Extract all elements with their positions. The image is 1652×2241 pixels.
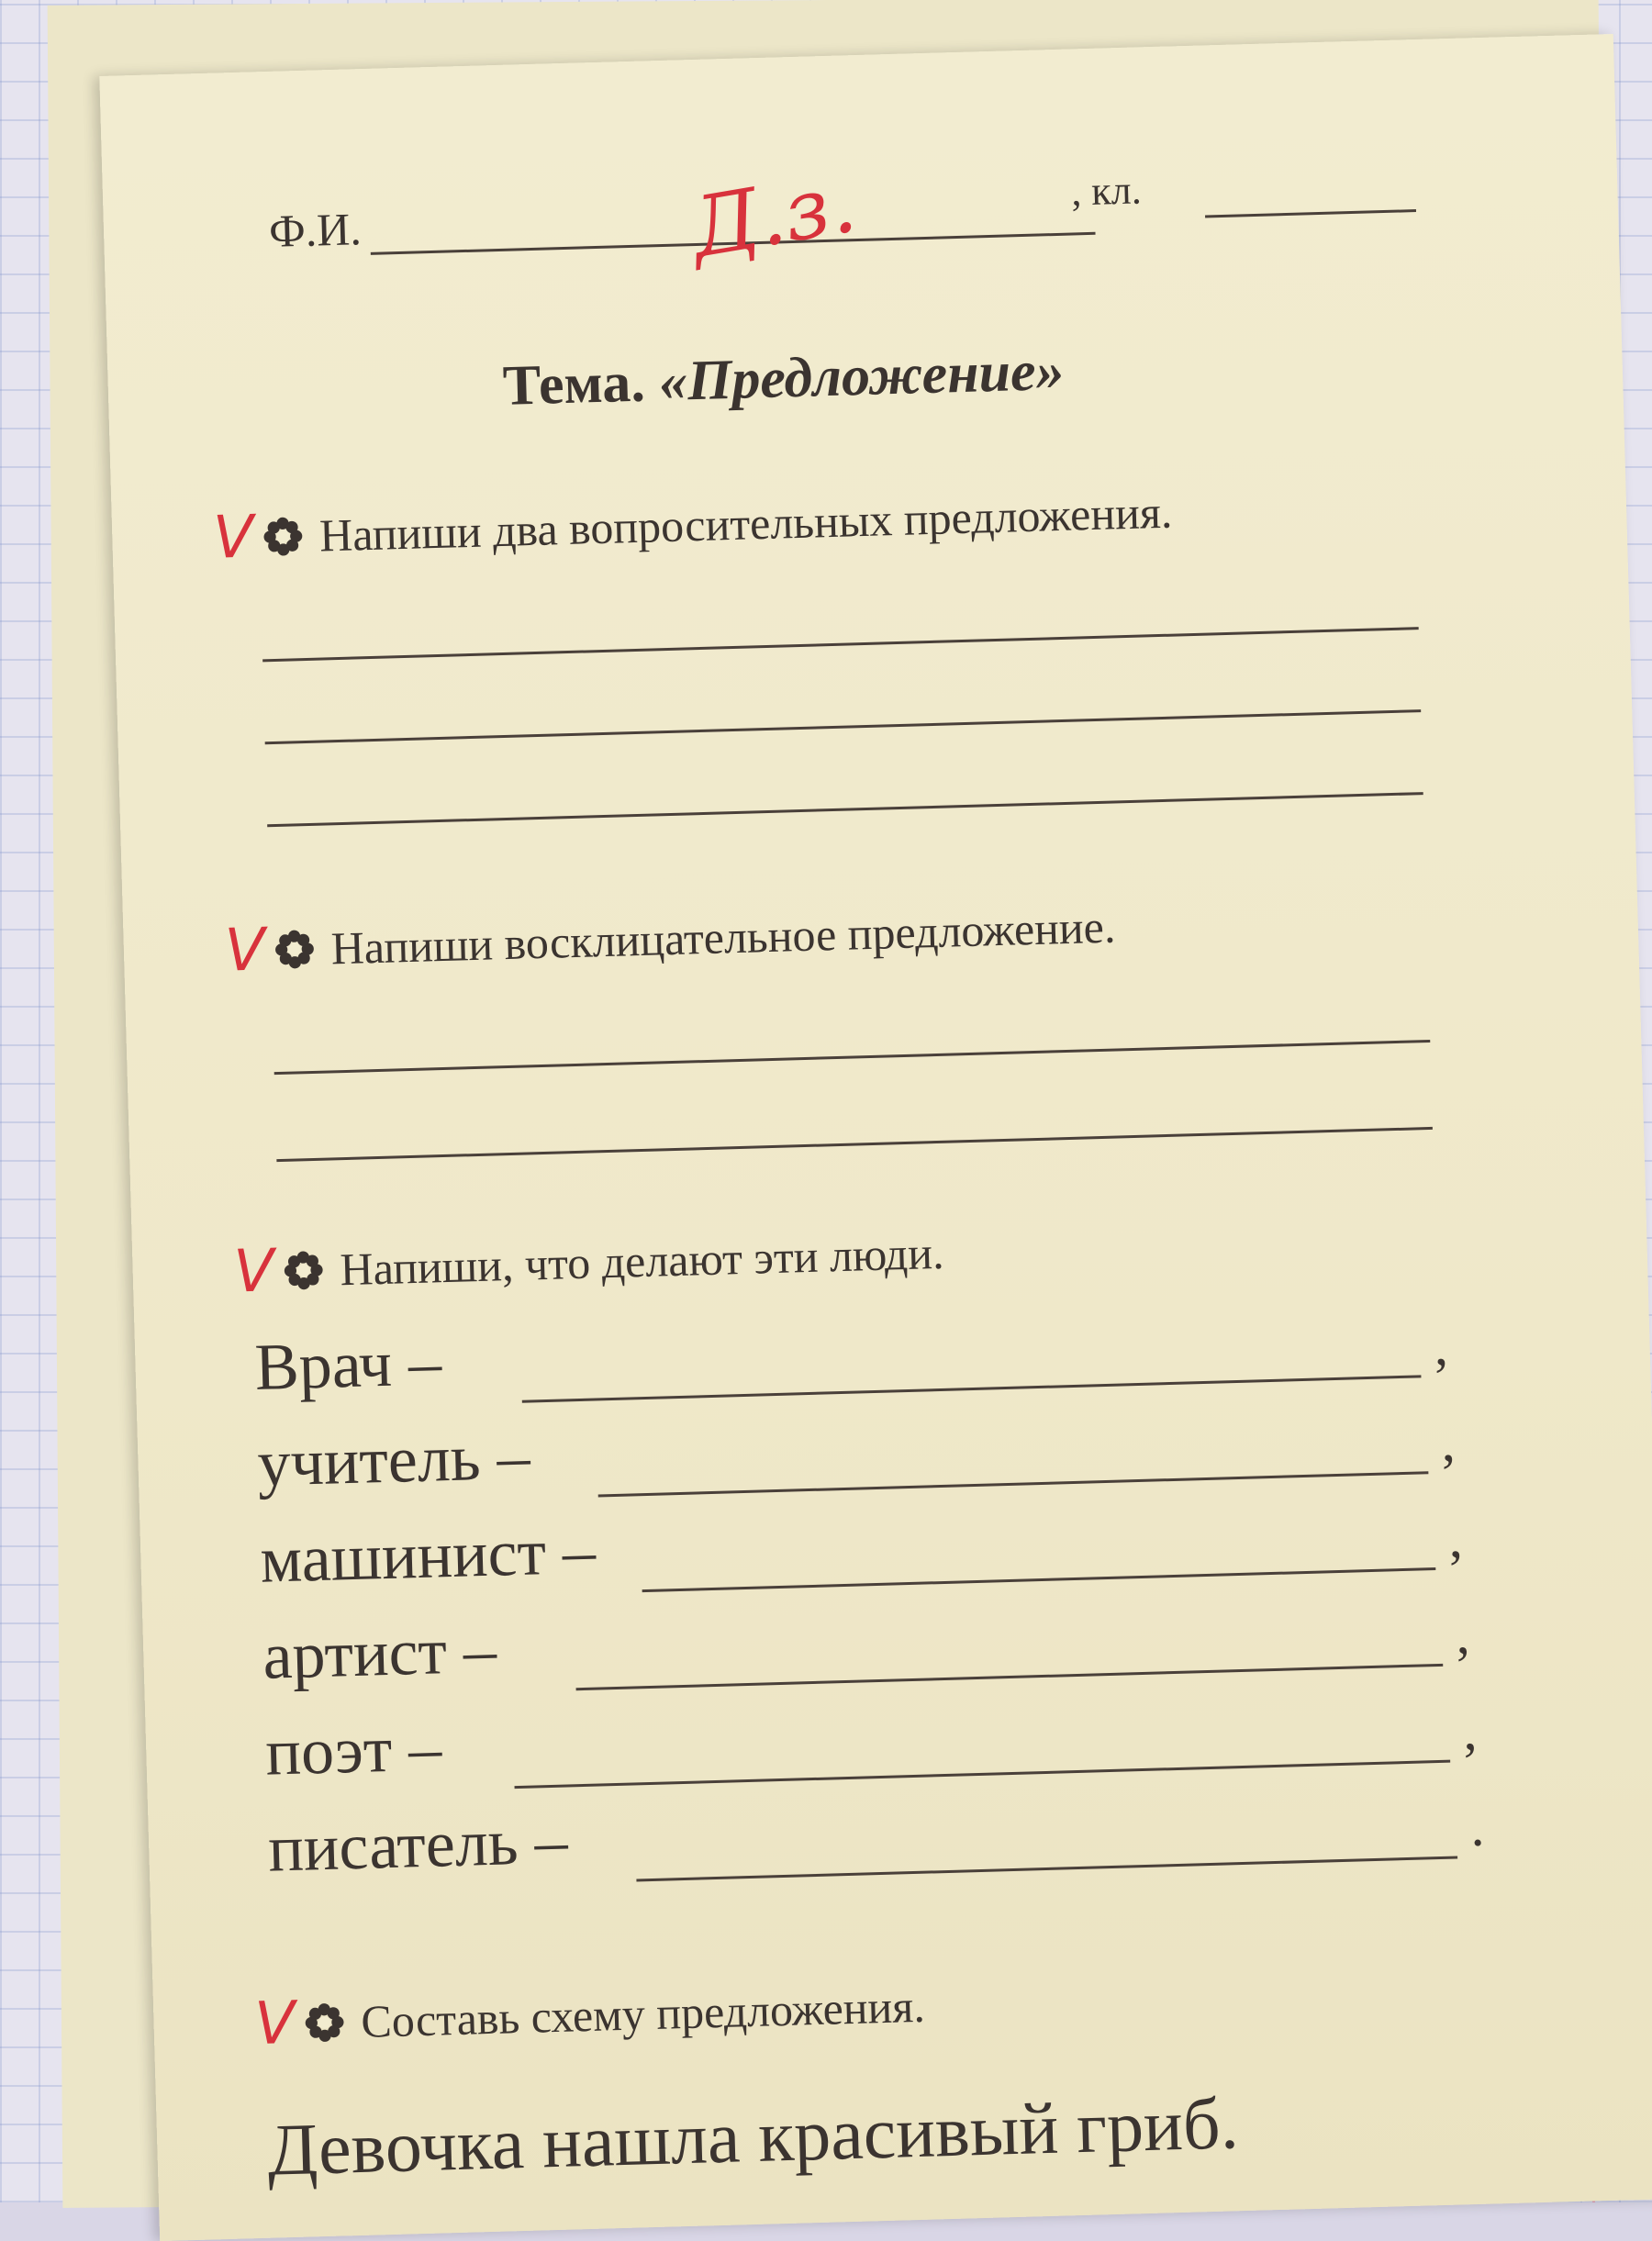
row-end-punctuation: , [1447,1508,1464,1569]
task-1 [212,478,1173,573]
person-label: Врач – [253,1325,443,1404]
person-answer-line[interactable] [515,1760,1451,1789]
person-answer-line[interactable] [636,1856,1457,1881]
person-label: писатель – [267,1803,569,1886]
task-2-text: Напиши восклицательное предложение. [329,900,1117,975]
task-4 [254,1972,926,2058]
task-3-text: Напиши, что делают эти люди. [339,1226,945,1296]
row-end-punctuation: , [1462,1700,1479,1762]
person-label: артист – [262,1612,497,1693]
topic-title: «Предложение» [658,339,1066,414]
task-1-text: Напиши два вопросительных предложения. [318,485,1173,562]
person-answer-line[interactable] [598,1471,1429,1497]
task-4-text: Составь схему предложения. [360,1979,926,2047]
row-end-punctuation: , [1440,1411,1457,1473]
name-label: Ф.И. [268,203,363,257]
class-label: , кл. [1070,167,1143,215]
answer-line[interactable] [267,792,1423,827]
answer-line[interactable] [276,1127,1433,1162]
row-end-punctuation: , [1433,1315,1449,1377]
flower-icon [273,929,315,970]
answer-line[interactable] [262,627,1419,662]
flower-icon [304,2001,345,2043]
class-field-line[interactable] [1205,209,1416,217]
worksheet [99,34,1652,2241]
answer-line[interactable] [274,1040,1431,1075]
row-end-punctuation: , [1455,1604,1471,1666]
flower-icon [283,1250,324,1291]
person-label: учитель – [256,1419,531,1500]
example-sentence: Девочка нашла красивый гриб. [266,2083,1240,2191]
task-2 [224,893,1116,986]
topic-prefix: Тема. [501,351,646,418]
person-answer-line[interactable] [642,1567,1436,1592]
checkmark-icon: V [253,1989,296,2059]
row-end-punctuation: . [1469,1796,1486,1858]
checkmark-icon: V [232,1237,275,1307]
checkmark-icon: V [223,916,266,986]
page-title [502,339,1065,419]
person-answer-line[interactable] [576,1664,1444,1690]
answer-line[interactable] [265,709,1422,744]
flower-icon [262,516,304,557]
person-label: поэт – [264,1711,443,1789]
person-label: машинист – [259,1513,597,1597]
checkmark-icon: V [212,503,255,573]
handwritten-name: Д.з. [684,154,863,277]
task-3 [233,1219,945,1307]
person-answer-line[interactable] [522,1375,1422,1402]
